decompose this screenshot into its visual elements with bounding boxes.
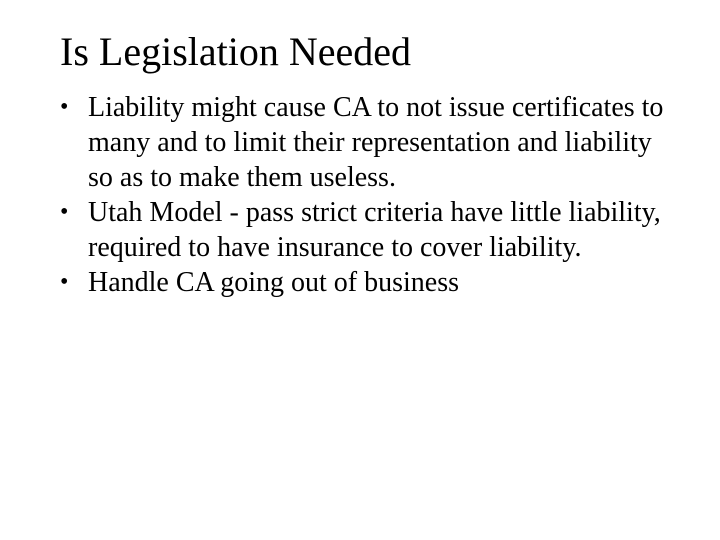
bullet-text: Utah Model - pass strict criteria have little liability, required to have insurance to cover liability.	[88, 197, 661, 263]
bullet-item	[60, 90, 670, 195]
bullet-marker: •	[60, 269, 69, 295]
bullet-marker: •	[60, 199, 69, 225]
bullet-text: Handle CA going out of business	[88, 267, 459, 298]
bullet-marker: •	[60, 94, 69, 120]
bullet-text: Liability might cause CA to not issue certificates to many and to limit their representation and liability so as to make them useless.	[88, 92, 664, 193]
slide-title: Is Legislation Needed	[60, 29, 411, 74]
bullet-list	[60, 90, 670, 300]
bullet-item	[60, 265, 670, 300]
bullet-item	[60, 195, 670, 265]
